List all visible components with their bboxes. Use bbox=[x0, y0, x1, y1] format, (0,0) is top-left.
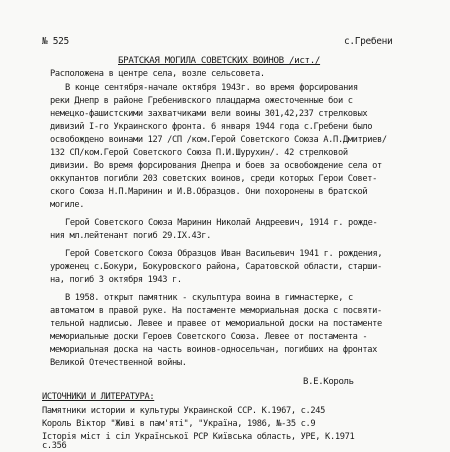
body-line: тельной надписью. Левее и правее от мемориальной доски на постаменте bbox=[50, 319, 382, 329]
source-item: Памятники истории и культуры Украинской ССР. К.1967, с.245 bbox=[42, 406, 326, 416]
place-name: с.Гребени bbox=[344, 36, 393, 47]
source-item: с.356 bbox=[42, 441, 67, 451]
body-line: мемориальные доски Героев Советского Союза. Левее от постамента - bbox=[50, 332, 368, 342]
body-line: В конце сентября-начале октября 1943г. во время форсирования bbox=[65, 83, 358, 93]
body-line: ния мл.лейтенант погиб 29.IX.43г. bbox=[50, 231, 212, 241]
record-number: № 525 bbox=[42, 36, 69, 47]
body-line: ского Союза Н.П.Маринин и И.В.Образцов. Они похоронены в братской bbox=[50, 187, 368, 197]
body-line: 132 СП/ком.Герой Советского Союза П.И.Шурухин/. 42 стрелковой bbox=[50, 148, 348, 158]
body-line: уроженец с.Бокури, Бокуровского района, Саратовской области, старши- bbox=[50, 262, 382, 272]
source-item: Історія міст і сіл Української РСР Київська область, УРЕ, К.1971 bbox=[42, 432, 355, 442]
body-line: мемориальная доска на часть воинов-односельчан, погибших на фронтах bbox=[50, 345, 377, 355]
body-line: В 1958. открыт памятник - скульптура воина в гимнастерке, с bbox=[65, 293, 353, 303]
sources-heading: ИСТОЧНИКИ И ЛИТЕРАТУРА: bbox=[42, 392, 155, 402]
body-line: Расположена в центре села, возле сельсовета. bbox=[50, 69, 265, 79]
body-line: на, погиб 3 октября 1943 г. bbox=[50, 275, 182, 285]
document-title: БРАТСКАЯ МОГИЛА СОВЕТСКИХ ВОИНОВ /ист./ bbox=[118, 55, 321, 66]
body-line: реки Днепр в районе Гребенивского плацдарма ожесточенные бои с bbox=[50, 96, 353, 106]
body-line: автоматом в правой руке. На постаменте мемориальная доска с посвяти- bbox=[50, 306, 382, 316]
body-line: Великой Отечественной войны. bbox=[50, 358, 187, 368]
body-line: освобождено воинами 127 /СП /ком.Герой Советского Союза А.П.Дмитриев/ bbox=[50, 135, 387, 145]
author-signature: В.Е.Король bbox=[303, 377, 354, 387]
source-item: Король Віктор "Живі в пам'яті", "Україна, 1986, №-35 с.9 bbox=[42, 419, 316, 429]
body-line: дивизий I-го Украинского фронта. 6 января 1944 года с.Гребени было bbox=[50, 122, 373, 132]
body-line: оккупантов погибли 203 советских воинов, среди которых Герои Совет- bbox=[50, 174, 377, 184]
body-line: немецко-фашистскими захватчиками вели воины 301,42,237 стрелковых bbox=[50, 109, 368, 119]
body-line: могиле. bbox=[50, 200, 85, 210]
body-line: Герой Советского Союза Образцов Иван Васильевич 1941 г. рождения, bbox=[65, 249, 383, 259]
body-line: дивизии. Во время форсирования Днепра и боев за освобождение села от bbox=[50, 161, 382, 171]
body-line: Герой Советского Союза Маринин Николай Андреевич, 1914 г. рожде- bbox=[65, 218, 378, 228]
